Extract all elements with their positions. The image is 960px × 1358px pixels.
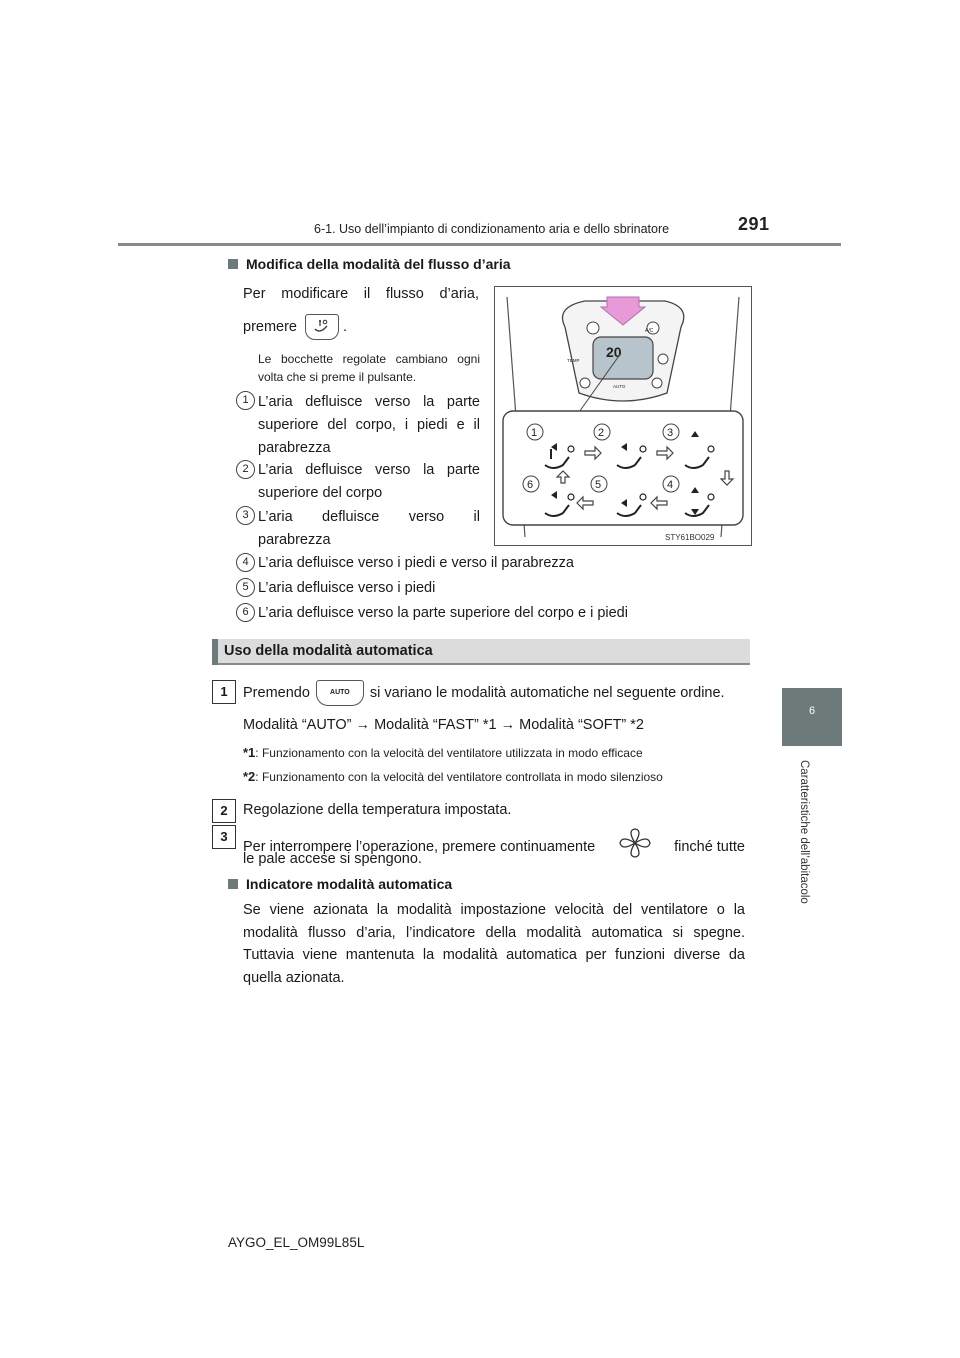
footnote-1-mark: *1	[243, 745, 256, 760]
panel-temp-label: TEMP	[567, 358, 580, 363]
indicator-heading	[228, 876, 452, 892]
airflow-item-3: L’aria defluisce verso il parabrezza	[258, 509, 480, 548]
airflow-item-6: L’aria defluisce verso la parte superiore del corpo e i piedi	[258, 605, 628, 621]
step1-text-b: si variano le modalità automatiche nel seguente ordine.	[369, 684, 725, 701]
section-accent	[212, 639, 218, 665]
fig-num-3: 3	[667, 427, 674, 439]
auto-mode-section-header	[212, 639, 750, 665]
heading-square-icon	[228, 259, 238, 269]
header-rule	[118, 243, 841, 246]
item-number-4: 4	[236, 553, 255, 572]
fig-num-6: 6	[527, 479, 534, 491]
panel-ac-label: A/C	[645, 328, 654, 334]
airflow-mode-figure	[494, 286, 752, 546]
footnote-2-mark: *2	[243, 769, 256, 784]
step1-text-a: Premendo	[243, 684, 310, 701]
item-number-1: 1	[236, 391, 255, 410]
airflow-item-4: L’aria defluisce verso i piedi e verso il parabrezza	[258, 555, 574, 571]
step3-text-a: Per interrompere l’operazione, premere continuamente	[243, 838, 596, 855]
step3-line2: le pale accese si spengono.	[243, 851, 422, 867]
step1-text	[243, 680, 725, 706]
step2-text: Regolazione della temperatura impostata.	[243, 802, 512, 818]
figure-code: STY61BO029	[665, 533, 715, 542]
airflow-item-1: L’aria defluisce verso la parte superiore del corpo, i piedi e il parabrezza	[258, 394, 480, 456]
fig-num-2: 2	[598, 427, 605, 439]
airflow-intro-line1: Per modificare il flusso d’aria,	[243, 286, 479, 302]
chapter-tab-label: Caratteristiche dell’abitacolo	[798, 760, 810, 904]
page-number: 291	[738, 214, 770, 234]
auto-mode-sequence: Modalità “AUTO” → Modalità “FAST” *1 → Modalità “SOFT” *2	[243, 717, 645, 733]
fig-num-5: 5	[595, 479, 602, 491]
chapter-tab: 6	[782, 688, 842, 746]
chapter-title: 6-1. Uso dell’impianto di condizionamento aria e dello sbrinatore	[314, 222, 670, 236]
footnote-2	[243, 768, 663, 786]
item-number-6: 6	[236, 603, 255, 622]
step-number-1: 1	[212, 680, 236, 704]
airflow-item-2: L’aria defluisce verso la parte superiore del corpo	[258, 462, 480, 501]
step-number-3: 3	[212, 825, 236, 849]
indicator-heading-text: Indicatore modalità automatica	[246, 876, 453, 892]
item-number-2: 2	[236, 460, 255, 479]
footnote-1	[243, 744, 643, 762]
step3-text-b: finché tutte	[674, 838, 745, 855]
airflow-intro-line2	[243, 314, 347, 340]
fig-num-1: 1	[531, 427, 538, 439]
footnote-1-text: : Funzionamento con la velocità del ventilatore utilizzata in modo efficace	[255, 746, 643, 760]
auto-button-icon: AUTO	[316, 680, 364, 706]
airflow-intro-press: premere	[243, 318, 297, 335]
indicator-text: Se viene azionata la modalità impostazione velocità del ventilatore o la modalità flusso d’aria, l’indicatore della modalità automatica si spegne. Tuttavia viene mantenuta la modalità automatica per funzioni diverse da quella azionata.	[243, 902, 745, 986]
airflow-diagram	[495, 287, 751, 545]
airflow-item-5: L’aria defluisce verso i piedi	[258, 580, 436, 596]
panel-auto-label: AUTO	[613, 384, 626, 389]
indicator-square-icon	[228, 879, 238, 889]
footnote-2-text: : Funzionamento con la velocità del ventilatore controllata in modo silenzioso	[255, 770, 663, 784]
fig-num-4: 4	[667, 479, 674, 491]
fan-icon	[615, 826, 655, 868]
document-code: AYGO_EL_OM99L85L	[228, 1235, 365, 1250]
airflow-mode-button-icon	[305, 314, 339, 340]
auto-mode-section-title: Uso della modalità automatica	[224, 643, 433, 659]
airflow-heading	[228, 256, 511, 272]
item-number-5: 5	[236, 578, 255, 597]
airflow-note: Le bocchette regolate cambiano ogni volta che si preme il pulsante.	[258, 352, 480, 384]
airflow-intro-end: .	[343, 318, 348, 335]
step-number-2: 2	[212, 799, 236, 823]
panel-display: 20	[606, 344, 622, 360]
airflow-heading-text: Modifica della modalità del flusso d’aria	[246, 256, 511, 272]
item-number-3: 3	[236, 506, 255, 525]
